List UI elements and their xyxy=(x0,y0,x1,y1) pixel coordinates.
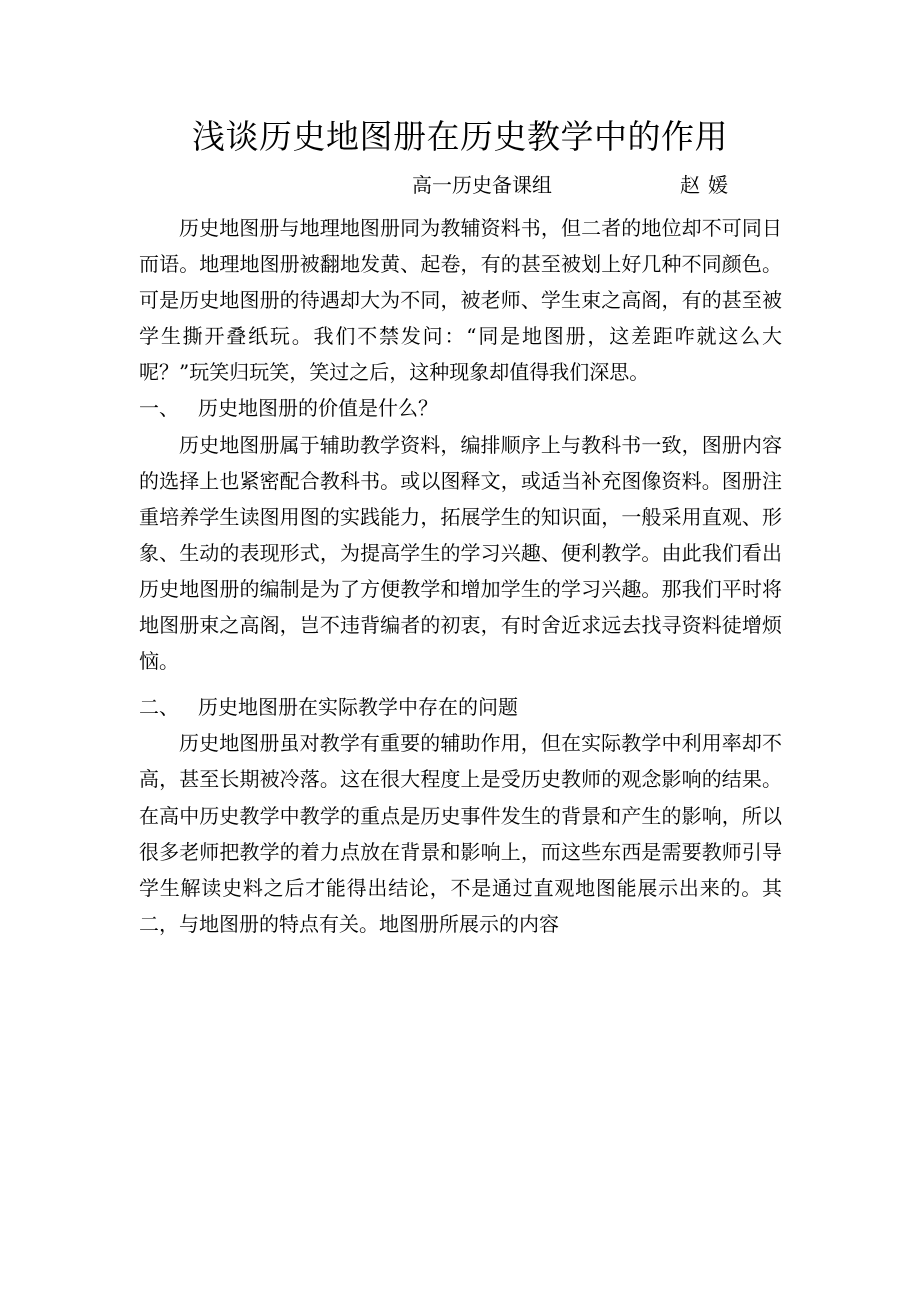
document-body xyxy=(139,210,782,942)
byline xyxy=(412,170,736,200)
document-title: 浅谈历史地图册在历史教学中的作用 xyxy=(192,117,728,156)
section-heading-1 xyxy=(139,390,782,426)
section-number-2: 二、 xyxy=(139,695,179,720)
section-paragraph-2: 历史地图册虽对教学有重要的辅助作用，但在实际教学中利用率却不高，甚至长期被冷落。这在很大程度上是受历史教师的观念影响的结果。在高中历史教学中教学的重点是历史事件发生的背景和产生的影响，所以很多老师把教学的着力点放在背景和影响上，而这些东西是需要教师引导学生解读史料之后才能得出结论，不是通过直观地图能展示出来的。其二，与地图册的特点有关。地图册所展示的内容 xyxy=(139,731,782,936)
byline-group: 高一历史备课组 xyxy=(412,173,552,197)
section-title-2: 历史地图册在实际教学中存在的问题 xyxy=(198,695,518,720)
section-title-1: 历史地图册的价值是什么？ xyxy=(198,396,438,421)
section-number-1: 一、 xyxy=(139,396,179,421)
section-paragraph-1: 历史地图册属于辅助教学资料，编排顺序上与教科书一致，图册内容的选择上也紧密配合教科书。或以图释文，或适当补充图像资料。图册注重培养学生读图用图的实践能力，拓展学生的知识面，一般采用直观、形象、生动的表现形式，为提高学生的学习兴趣、便利教学。由此我们看出历史地图册的编制是为了方便教学和增加学生的学习兴趣。那我们平时将地图册束之高阁，岂不违背编者的初衷，有时舍近求远去找寻资料徒增烦恼。 xyxy=(139,432,782,674)
byline-author: 赵媛 xyxy=(680,173,736,197)
section-heading-2 xyxy=(139,689,782,725)
intro-paragraph: 历史地图册与地理地图册同为教辅资料书，但二者的地位却不可同日而语。地理地图册被翻地发黄、起卷，有的甚至被划上好几种不同颜色。可是历史地图册的待遇却大为不同，被老师、学生束之高阁，有的甚至被学生撕开叠纸玩。我们不禁发问：“同是地图册，这差距咋就这么大呢？”玩笑归玩笑，笑过之后，这种现象却值得我们深思。 xyxy=(139,216,782,385)
